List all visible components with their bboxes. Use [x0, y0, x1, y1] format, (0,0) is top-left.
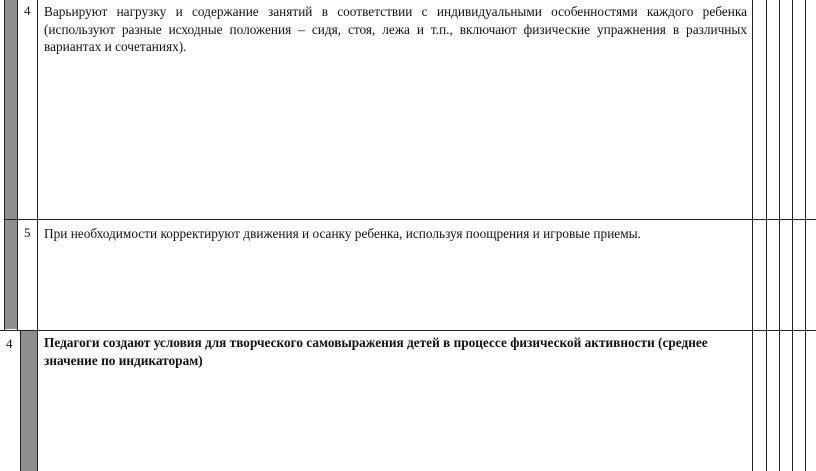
col-line-d [37, 0, 38, 471]
col-line-g [779, 0, 780, 471]
row-number: 4 [6, 336, 13, 351]
col-line-i [805, 0, 806, 471]
col-line-f [766, 0, 767, 471]
col-line-b [17, 0, 18, 331]
summary-row-text: Педагоги создают условия для творческого самовыражения детей в процессе физической активности (среднее значение по индикаторам) [44, 335, 708, 368]
col-line-h [792, 0, 793, 471]
shaded-column-summary [20, 331, 37, 471]
row-divider-1 [4, 219, 816, 220]
row-number: 4 [24, 3, 31, 18]
col-line-a [4, 0, 5, 331]
row-number: 5 [24, 225, 31, 240]
row-text: Варьируют нагрузку и содержание занятий в соответствии с индивидуальными особенностями каждого ребенка (используют разные исходные положения – сидя, стоя, лежа и т.п., включают физические упражнения в различных вариантах и сочетаниях). [44, 4, 747, 54]
row-text: При необходимости корректируют движения и осанку ребенка, используя поощрения и игровые приемы. [44, 226, 641, 241]
col-line-c [20, 331, 21, 471]
shaded-column-upper [4, 0, 17, 329]
col-line-e [752, 0, 753, 471]
row-divider-2 [0, 330, 816, 331]
